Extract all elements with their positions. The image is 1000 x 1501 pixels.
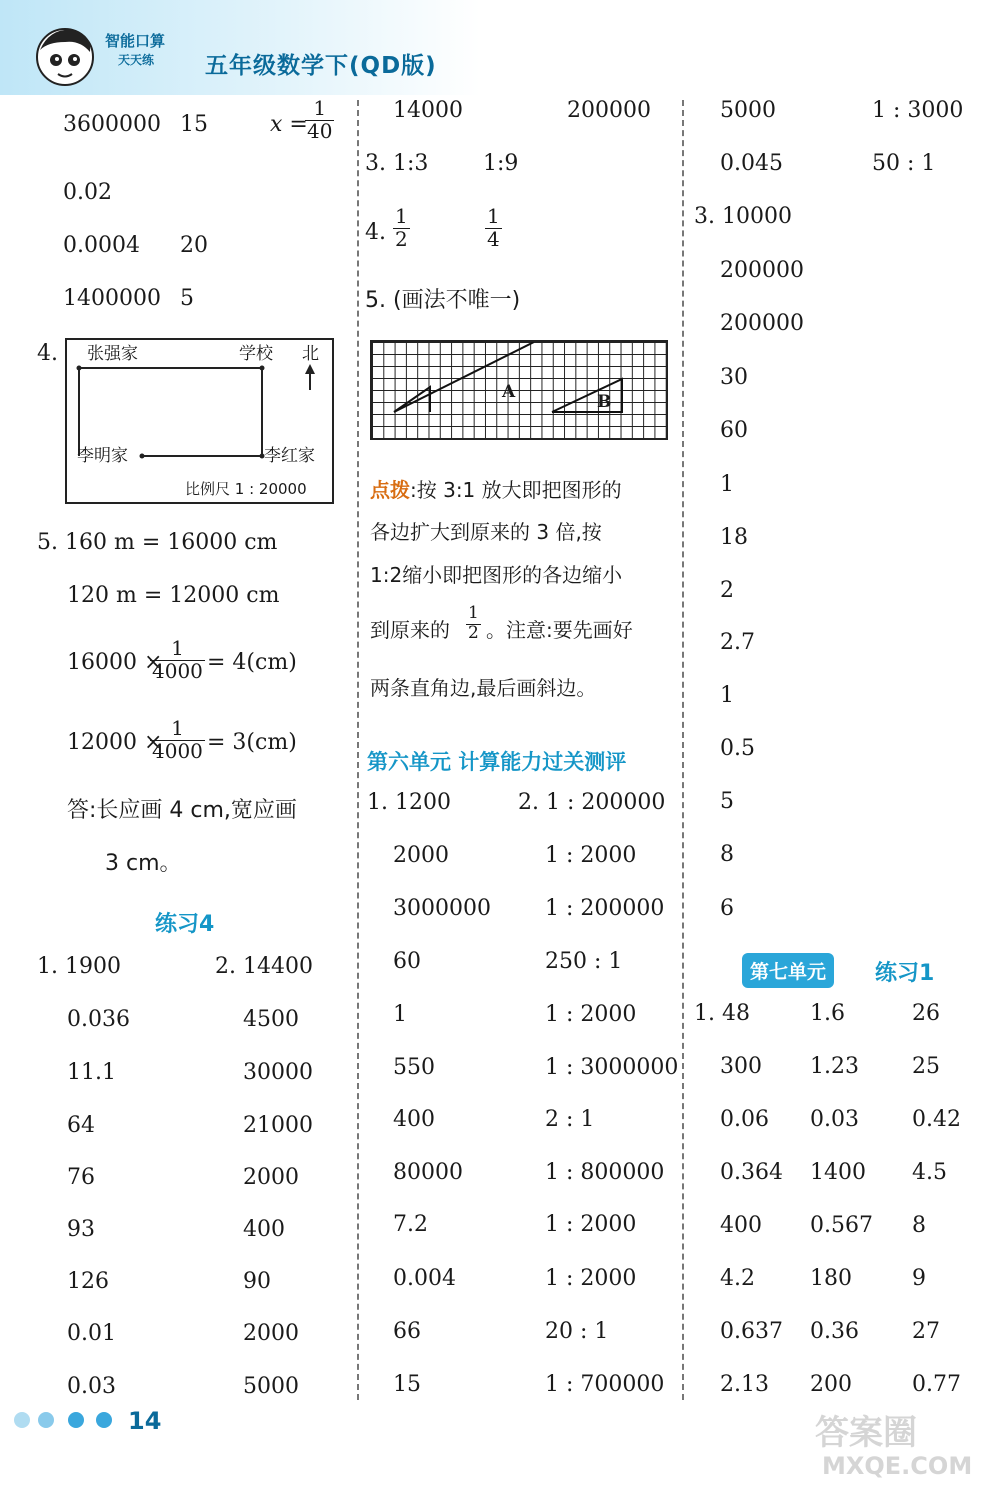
answer: 1	[393, 1002, 407, 1027]
answer: 0.0004	[63, 233, 140, 258]
answer: 11.1	[67, 1060, 116, 1085]
fraction	[466, 605, 481, 642]
answer: 6	[720, 896, 734, 921]
hint-line: 各边扩大到原来的 3 倍,按	[370, 520, 602, 544]
denominator: 2	[468, 623, 479, 643]
answer: 1 : 200000	[545, 896, 665, 921]
hint-line: 。注意:要先画好	[486, 618, 633, 642]
numerator: 1	[171, 716, 184, 740]
answer: 93	[67, 1217, 95, 1242]
column-divider-1	[357, 100, 359, 1400]
answer: 200000	[720, 258, 804, 283]
answer: 8	[912, 1213, 926, 1238]
hint-label: 点拨	[370, 478, 410, 502]
fraction	[393, 206, 410, 249]
answer: 550	[393, 1055, 435, 1080]
answer: 4.2	[720, 1266, 755, 1291]
grid-drawing	[370, 340, 668, 440]
calc-result: = 3(cm)	[207, 730, 297, 755]
numerator: 1	[171, 636, 184, 660]
answer: 1. 48	[694, 1001, 750, 1026]
numerator: 1	[487, 204, 500, 228]
fraction	[150, 638, 205, 681]
answer: 0.004	[393, 1266, 456, 1291]
hint-line	[370, 480, 622, 500]
answer: 1 : 800000	[545, 1160, 665, 1185]
mascot-icon	[30, 22, 100, 92]
answer: 0.06	[720, 1107, 769, 1132]
answer: 1400000	[63, 286, 161, 311]
answer: 0.42	[912, 1107, 961, 1132]
answer: 200000	[567, 98, 651, 123]
answer: 0.5	[720, 736, 755, 761]
answer: 4.5	[912, 1160, 947, 1185]
answer: 1 : 2000	[545, 1212, 637, 1237]
watermark: 答案圈	[815, 1413, 917, 1453]
answer: 3. 10000	[694, 204, 792, 229]
denominator: 4000	[152, 739, 203, 763]
answer: 1 : 2000	[545, 1002, 637, 1027]
answer: 400	[243, 1217, 285, 1242]
answer: 21000	[243, 1113, 313, 1138]
answer: 60	[393, 949, 421, 974]
answer: 5	[180, 286, 194, 311]
answer: 0.637	[720, 1319, 783, 1344]
calc-line: 12000 ×	[67, 730, 163, 755]
calc-line: 16000 ×	[67, 650, 163, 675]
answer: 50 : 1	[872, 151, 936, 176]
answer: 80000	[393, 1160, 463, 1185]
page-number: 14	[128, 1407, 162, 1435]
footer-dot-icon	[14, 1412, 30, 1428]
denominator: 40	[307, 119, 333, 143]
answer: 1. 1200	[367, 790, 451, 815]
footer-dot-icon	[96, 1412, 112, 1428]
fraction	[305, 98, 334, 141]
answer: 5000	[720, 98, 776, 123]
watermark-url: MXQE.COM	[822, 1452, 973, 1480]
grid-label-a: A	[502, 382, 516, 402]
answer: 0.77	[912, 1372, 961, 1397]
column-divider-2	[682, 100, 684, 1400]
answer: 2 : 1	[545, 1107, 595, 1132]
answer: 1.23	[810, 1054, 859, 1079]
north-label: 北	[302, 344, 319, 364]
answer: 0.045	[720, 151, 783, 176]
answer: 3600000	[63, 112, 161, 137]
answer: 20 : 1	[545, 1319, 609, 1344]
answer: 1 : 700000	[545, 1372, 665, 1397]
answer: 400	[393, 1107, 435, 1132]
map-label: 李红家	[264, 446, 315, 466]
answer-sentence: 答:长应画 4 cm,宽应画	[67, 798, 297, 823]
unit-badge: 第七单元	[742, 953, 834, 988]
answer: 0.02	[63, 180, 112, 205]
answer: 3. 1:3	[365, 151, 429, 176]
answer: 1 : 2000	[545, 1266, 637, 1291]
answer: 3000000	[393, 896, 491, 921]
map-diagram	[65, 338, 334, 504]
map-label: 学校	[239, 344, 273, 364]
answer: 20	[180, 233, 208, 258]
answer: 7.2	[393, 1212, 428, 1237]
answer: 300	[720, 1054, 762, 1079]
answer: 15	[180, 112, 208, 137]
answer: 2000	[393, 843, 449, 868]
footer-dot-icon	[38, 1412, 54, 1428]
answer: 200	[810, 1372, 852, 1397]
question-number: 4.	[37, 341, 58, 366]
answer: 0.03	[810, 1107, 859, 1132]
answer-sentence: 3 cm。	[105, 851, 182, 876]
answer: 76	[67, 1165, 95, 1190]
answer: 5	[720, 789, 734, 814]
answer: 200000	[720, 311, 804, 336]
answer: 2.13	[720, 1372, 769, 1397]
answer: 2. 14400	[215, 954, 313, 979]
grid-label-b: B	[597, 392, 612, 412]
x-equation-label: x =	[270, 112, 308, 137]
answer: 15	[393, 1372, 421, 1397]
answer: 0.03	[67, 1374, 116, 1399]
answer-line: 5. 160 m = 16000 cm	[37, 530, 278, 555]
answer: 5000	[243, 1374, 299, 1399]
answer: 25	[912, 1054, 940, 1079]
answer: 250 : 1	[545, 949, 623, 974]
answer: 1400	[810, 1160, 866, 1185]
answer: 26	[912, 1001, 940, 1026]
answer: 2.7	[720, 630, 755, 655]
fraction	[485, 206, 502, 249]
answer: 1. 1900	[37, 954, 121, 979]
denominator: 2	[395, 227, 408, 251]
answer: 1 : 2000	[545, 843, 637, 868]
denominator: 4	[487, 227, 500, 251]
answer: 0.036	[67, 1007, 130, 1032]
answer: 0.364	[720, 1160, 783, 1185]
answer: 400	[720, 1213, 762, 1238]
footer-dot-icon	[68, 1412, 84, 1428]
page-title: 五年级数学下(QD版)	[205, 53, 437, 79]
answer-line: 120 m = 12000 cm	[67, 583, 280, 608]
answer: 90	[243, 1269, 271, 1294]
logo-text-1: 智能口算	[105, 32, 166, 50]
grid-shapes	[372, 342, 666, 438]
answer: 1	[720, 683, 734, 708]
logo-text-2: 天天练	[118, 53, 155, 67]
answer: 180	[810, 1266, 852, 1291]
answer: 30000	[243, 1060, 313, 1085]
answer: 60	[720, 418, 748, 443]
fraction	[150, 718, 205, 761]
question-text: 5. (画法不唯一)	[365, 288, 521, 313]
answer: 18	[720, 525, 748, 550]
map-scale: 比例尺 1 : 20000	[185, 480, 307, 498]
answer: 66	[393, 1319, 421, 1344]
answer: 0.36	[810, 1319, 859, 1344]
hint-text: :按 3:1 放大即把图形的	[410, 478, 622, 502]
section-title: 第六单元 计算能力过关测评	[367, 750, 627, 774]
hint-line: 两条直角边,最后画斜边。	[370, 676, 597, 700]
section-title: 练习1	[875, 961, 935, 986]
answer: 2	[720, 578, 734, 603]
answer: 9	[912, 1266, 926, 1291]
answer: 27	[912, 1319, 940, 1344]
question-number: 4.	[365, 220, 386, 245]
map-lines	[67, 340, 332, 502]
numerator: 1	[313, 96, 327, 120]
numerator: 1	[468, 603, 479, 623]
hint-line: 到原来的	[370, 618, 450, 642]
logo	[30, 22, 100, 92]
answer: 0.567	[810, 1213, 873, 1238]
answer: 64	[67, 1113, 95, 1138]
answer: 8	[720, 842, 734, 867]
answer: 1	[720, 472, 734, 497]
answer: 1 : 3000000	[545, 1055, 679, 1080]
answer: 14000	[393, 98, 463, 123]
calc-result: = 4(cm)	[207, 650, 297, 675]
answer: 1.6	[810, 1001, 845, 1026]
numerator: 1	[395, 204, 408, 228]
section-title: 练习4	[155, 912, 215, 937]
answer: 2000	[243, 1321, 299, 1346]
answer: 2. 1 : 200000	[518, 790, 666, 815]
answer: 1 : 3000	[872, 98, 964, 123]
answer: 2000	[243, 1165, 299, 1190]
answer: 0.01	[67, 1321, 116, 1346]
denominator: 4000	[152, 659, 203, 683]
map-label: 李明家	[77, 446, 128, 466]
answer: 1:9	[483, 151, 519, 176]
answer: 30	[720, 365, 748, 390]
hint-line: 1:2缩小即把图形的各边缩小	[370, 563, 623, 587]
answer: 126	[67, 1269, 109, 1294]
map-label: 张强家	[87, 344, 138, 364]
answer: 4500	[243, 1007, 299, 1032]
